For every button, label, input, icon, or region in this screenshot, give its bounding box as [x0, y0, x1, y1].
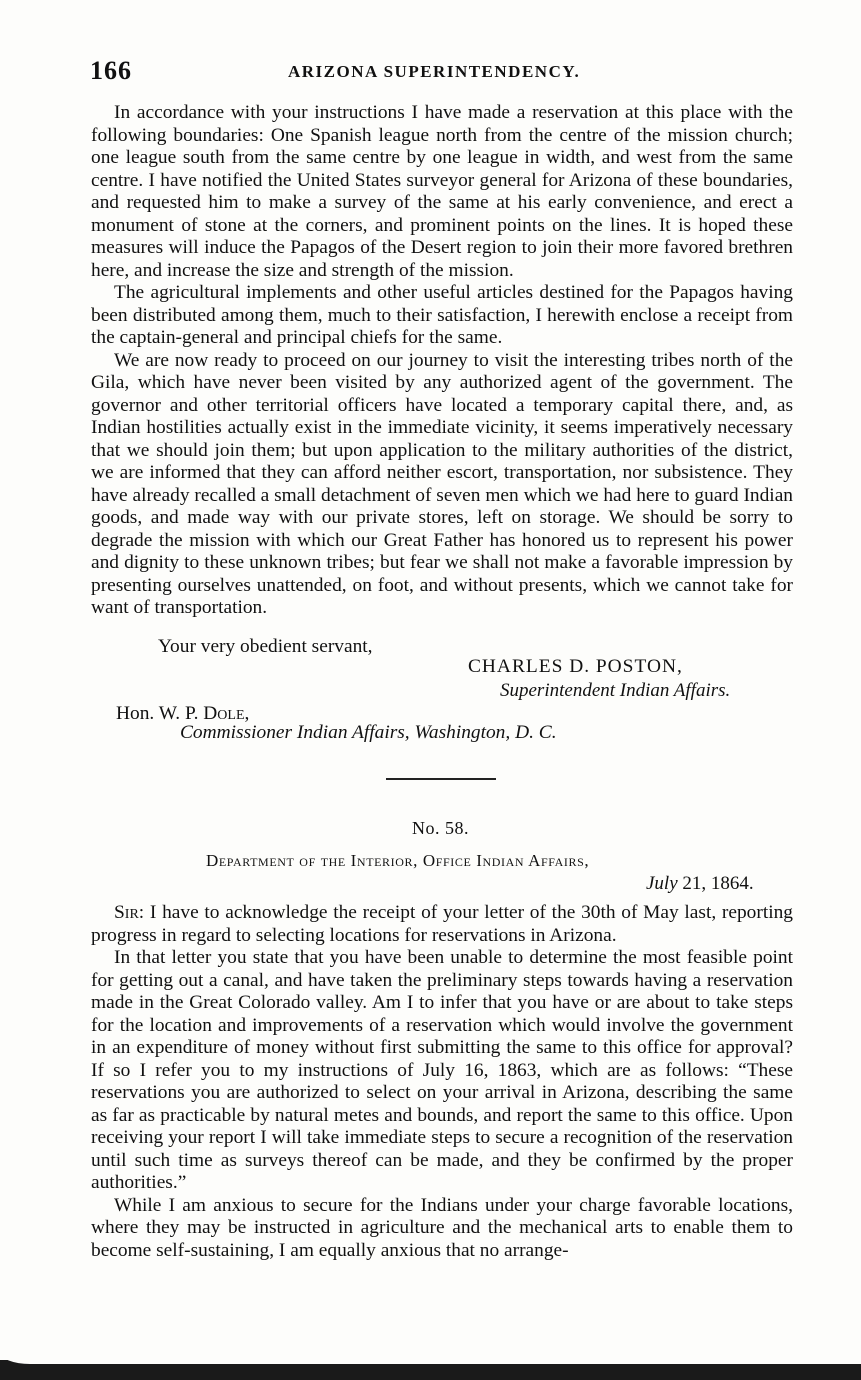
running-head: ARIZONA SUPERINTENDENCY. [288, 62, 581, 81]
page-number: 166 [90, 56, 132, 85]
section-divider [386, 778, 496, 780]
page-header [90, 56, 790, 86]
page-curl [0, 1352, 861, 1364]
signature-title: Superintendent Indian Affairs. [500, 680, 731, 701]
letter-1-paragraph-1: In accordance with your instructions I have made a reservation at this place with the following boundaries: One Spanish league north from the centre of the mission church; one league south from the same centre by one league in width, and west from the same centre. I have notified the United States surveyor general for Arizona of these boundaries, and requested him to make a survey of the same at his early convenience, and erect a monument of stone at the corners, and prominent points on the lines. It is hoped these measures will induce the Papagos of the Desert region to join their more favored brethren here, and increase the size and strength of the mission. [91, 102, 793, 281]
signature: CHARLES D. POSTON, [468, 656, 683, 677]
addressee-prefix: Hon. W. P. [116, 703, 204, 724]
letter-2-paragraph-1 [91, 902, 793, 947]
letter-1-paragraph-2: The agricultural implements and other useful articles destined for the Papagos having been distributed among them, much to their satisfaction, I herewith enclose a receipt from the captain-general and principal chiefs for the same. [91, 282, 793, 348]
letter-date [646, 873, 754, 895]
letter-2-paragraph-1-text: : I have to acknowledge the receipt of your letter of the 30th of May last, reporting progress in regard to selecting locations for reservations in Arizona. [91, 902, 793, 946]
salutation: Sir [114, 902, 139, 923]
date-month: July [646, 873, 678, 894]
letter-2-body [91, 902, 793, 1262]
letter-1-body [91, 102, 793, 620]
addressee-title: Commissioner Indian Affairs, Washington, D. C. [180, 722, 557, 743]
addressee-name: Dole, [203, 703, 250, 724]
department-heading: Department of the Interior, Office Indian Affairs, [206, 851, 590, 870]
document-number: No. 58. [412, 818, 469, 838]
date-rest: 21, 1864. [677, 873, 754, 894]
letter-1-paragraph-3: We are now ready to proceed on our journey to visit the interesting tribes north of the Gila, which have never been visited by any authorized agent of the government. The governor and other territorial officers have located a temporary capital there, and, as Indian hostilities actually exist in the immediate vicinity, it seems imperatively necessary that we should join them; but upon application to the military authorities of the district, we are informed that they can afford neither escort, transportation, nor subsistence. They have already recalled a small detachment of seven men which we had here to guard Indian goods, and made way with our private stores, left on storage. We should be sorry to degrade the mission with which our Great Father has honored us to represent his power and dignity to these unknown tribes; but fear we shall not make a favorable impression by presenting ourselves unattended, on foot, and without presents, which we cannot take for want of transportation. [91, 349, 793, 618]
letter-2-paragraph-3: While I am anxious to secure for the Indians under your charge favorable locations, where they may be instructed in agriculture and the mechanical arts to enable them to become self-sustaining, I am equally anxious that no arrange- [91, 1194, 793, 1261]
letter-2-paragraph-2: In that letter you state that you have been unable to determine the most feasible point for getting out a canal, and have taken the preliminary steps towards having a reservation made in the Great Colorado valley. Am I to infer that you have or are about to take steps for the location and improvements of a reservation which would involve the government in an expenditure of money without first submitting the same to this office for approval? If so I refer you to my instructions of July 16, 1863, which are as follows: “These reservations you are authorized to select on your arrival in Arizona, describing the same as far as practicable by natural metes and bounds, and report the same to this office. Upon receiving your report I will take immediate steps to secure a recognition of the reservation until such time as surveys thereof can be made, and they be confirmed by the proper authorities.” [91, 947, 793, 1193]
closing: Your very obedient servant, [158, 636, 373, 657]
